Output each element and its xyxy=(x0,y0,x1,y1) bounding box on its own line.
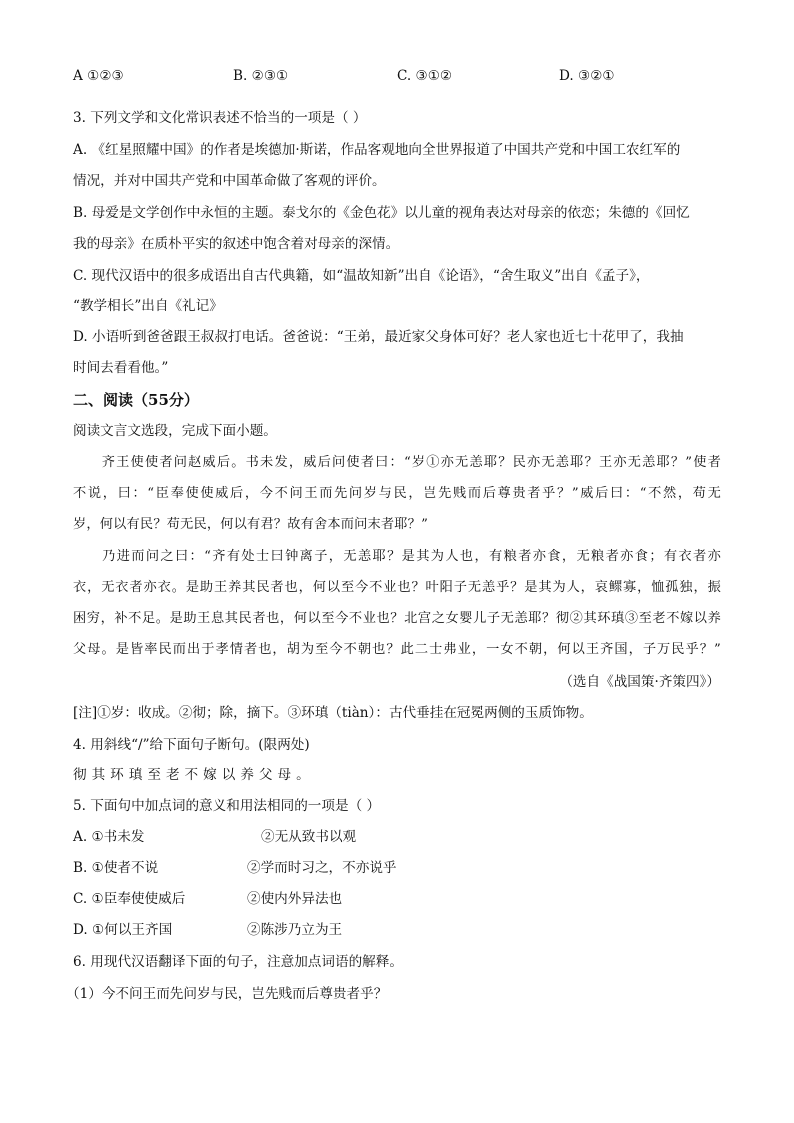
passage-source: （选自《战国策·齐策四》） xyxy=(559,674,720,690)
q5-option-d-left: D. ①何以王齐国 xyxy=(73,922,173,938)
passage-p2-line1: 乃进而问之曰：“齐有处士曰钟离子，无恙耶？是其为人也，有粮者亦食，无粮者亦食；有衣者亦 xyxy=(73,549,721,564)
q6-stem: 6. 用现代汉语翻译下面的句子，注意加点词语的解释。 xyxy=(73,954,403,970)
q3-option-d-line1: D. 小语听到爸爸跟王叔叔打电话。爸爸说：“王弟，最近家父身体可好？老人家也近七十花甲了，我抽 xyxy=(73,329,684,345)
q3-option-b-line2: 我的母亲》在质朴平实的叙述中饱含着对母亲的深情。 xyxy=(73,236,400,252)
passage-p1-line3: 岁，何以有民？苟无民，何以有君？故有舍本而问末者耶？” xyxy=(73,517,429,532)
q5-option-c-left: C. ①臣奉使使威后 xyxy=(73,891,186,907)
q3-option-a-line1: A. 《红星照耀中国》的作者是埃德加·斯诺，作品客观地向全世界报道了中国共产党和中国工农红军的 xyxy=(73,142,681,158)
q3-option-b-line1: B. 母爱是文学创作中永恒的主题。泰戈尔的《金色花》以儿童的视角表达对母亲的依恋；朱德的《回忆 xyxy=(73,205,690,221)
q3-option-c-line1: C. 现代汉语中的很多成语出自古代典籍，如“温故知新”出自《论语》，“舍生取义”出自《孟子》， xyxy=(73,268,650,284)
q2-option-a: A ①②③ xyxy=(73,68,124,84)
q2-option-d: D. ③②① xyxy=(559,68,615,84)
passage-p1-line1: 齐王使使者问赵威后。书未发，威后问使者曰：“岁①亦无恙耶？民亦无恙耶？王亦无恙耶？”使者 xyxy=(73,455,721,470)
section-heading: 二、阅读（55分） xyxy=(73,391,199,409)
q4-stem: 4. 用斜线“/”给下面句子断句。(限两处) xyxy=(73,737,310,753)
q5-stem: 5. 下面句中加点词的意义和用法相同的一项是（ ） xyxy=(73,798,381,814)
q5-option-a-right: ②无从致书以观 xyxy=(261,829,357,845)
q3-stem: 3. 下列文学和文化常识表述不恰当的一项是（ ） xyxy=(73,110,367,126)
q3-option-a-line2: 情况，并对中国共产党和中国革命做了客观的评价。 xyxy=(73,173,386,189)
q2-option-c: C. ③①② xyxy=(397,68,453,84)
q4-sentence: 彻其环瑱至老不嫁以养父母。 xyxy=(73,767,315,783)
q5-option-d-right: ②陈涉乃立为王 xyxy=(247,922,343,938)
q3-option-d-line2: 时间去看看他。” xyxy=(73,360,169,376)
passage-p2-line4: 父母。是皆率民而出于孝情者也，胡为至今不朝也？此二士弗业，一女不朝，何以王齐国，子万民乎？” xyxy=(73,642,721,657)
q2-option-b: B. ②③① xyxy=(233,68,289,84)
q5-option-b-left: B. ①使者不说 xyxy=(73,860,159,876)
passage-p2-line3: 困穷，补不足。是助王息其民者也，何以至今不业也？北宫之女婴儿子无恙耶？彻②其环瑱③至老不嫁以养 xyxy=(73,611,721,626)
passage-note: [注]①岁：收成。②彻；除，摘下。③环瑱（tiàn）：古代垂挂在冠冕两侧的玉质饰物。 xyxy=(73,705,593,721)
q5-option-c-right: ②使内外异法也 xyxy=(247,891,343,907)
q6-item-1: （1）今不问王而先问岁与民，岂先贱而后尊贵者乎？ xyxy=(66,986,388,1002)
q5-option-b-right: ②学而时习之，不亦说乎 xyxy=(247,860,397,876)
passage-p1-line2: 不说，曰：“臣奉使使威后，今不问王而先问岁与民，岂先贱而后尊贵者乎？”威后曰：“不然，苟无 xyxy=(73,486,721,501)
reading-intro: 阅读文言文选段，完成下面小题。 xyxy=(73,423,277,439)
q3-option-c-line2: “教学相长”出自《礼记》 xyxy=(73,298,223,314)
passage-p2-line2: 衣，无衣者亦衣。是助王养其民者也，何以至今不业也？叶阳子无恙乎？是其为人，哀鳏寡，恤孤独，振 xyxy=(73,580,721,595)
q5-option-a-left: A. ①书未发 xyxy=(73,829,145,845)
